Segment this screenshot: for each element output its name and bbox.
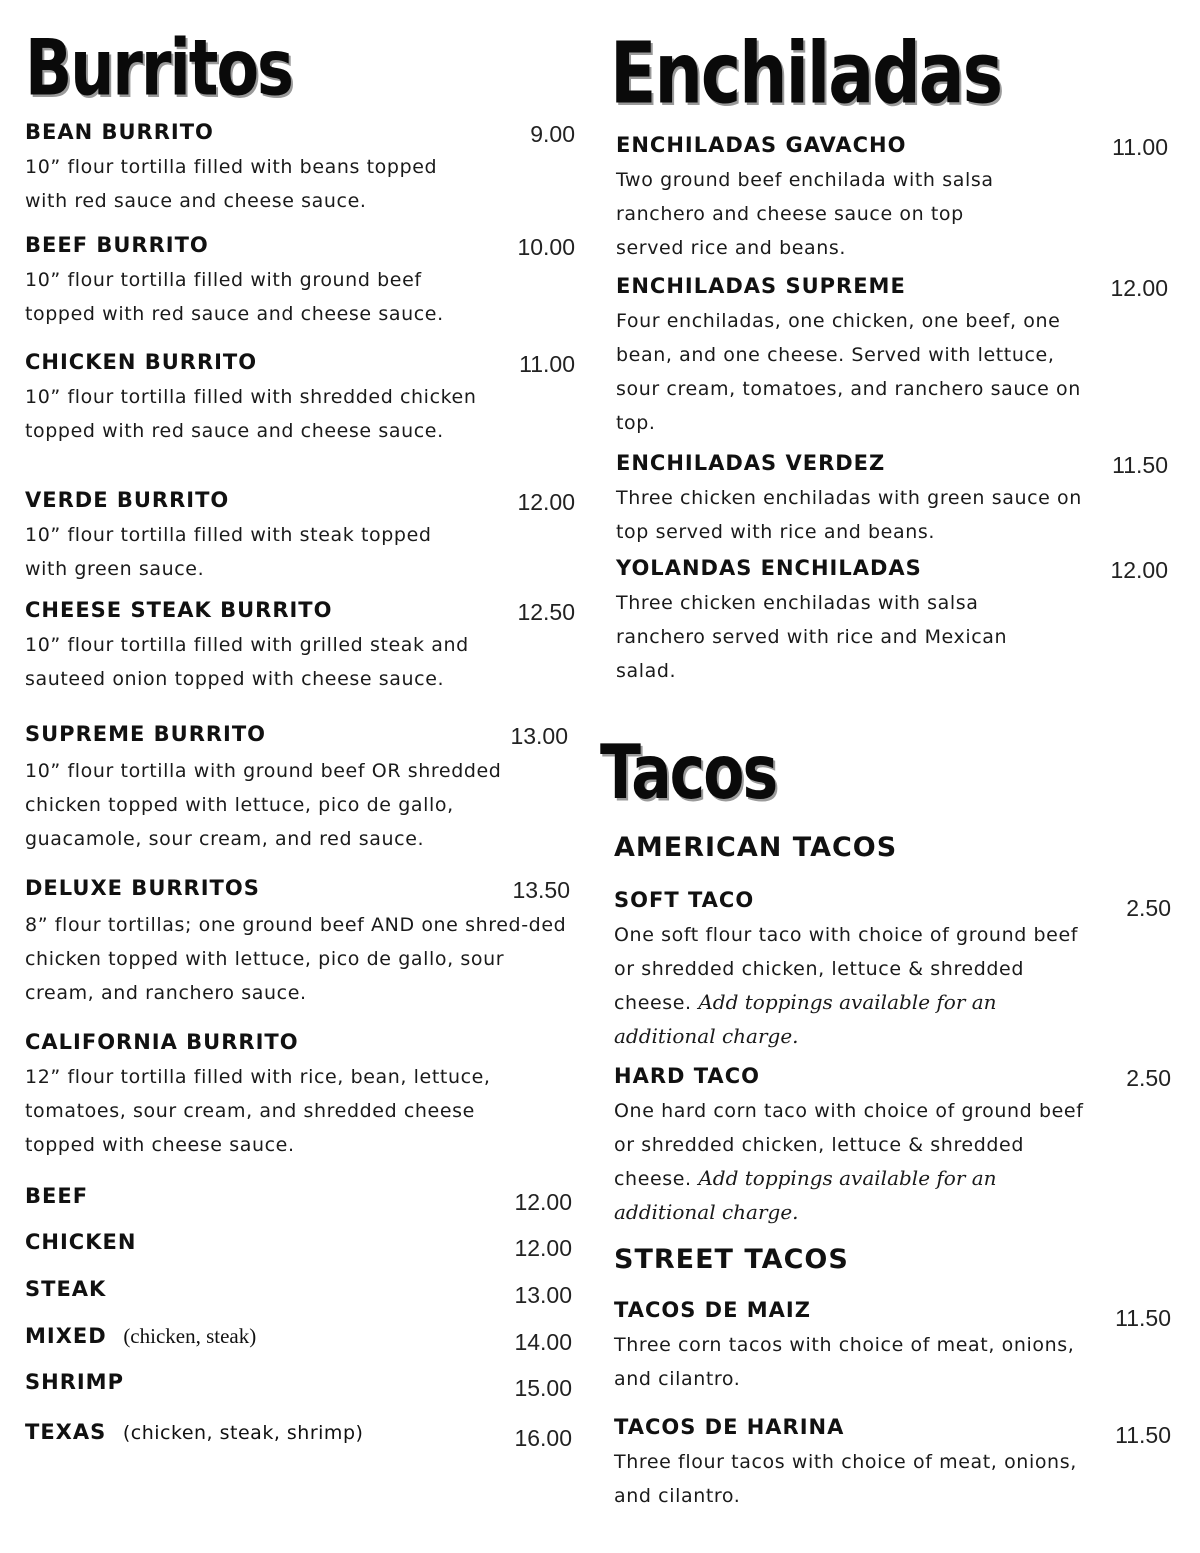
item-description: Three flour tacos with choice of meat, onions, and cilantro.	[614, 1451, 1077, 1507]
enchiladas-title: Enchiladas	[610, 25, 1002, 124]
item-description-text: One soft flour taco with choice of ground beef or shredded chicken, lettuce & shredded cheese.	[614, 924, 1079, 1014]
item-description: 8” flour tortillas; one ground beef AND one shred-ded chicken topped with lettuce, pico de gallo, sour cream, and ranchero sauce.	[25, 914, 567, 1004]
option-name: CHICKEN	[25, 1230, 137, 1254]
menu-item-supreme-burrito	[25, 720, 575, 856]
item-price: 13.50	[512, 877, 570, 903]
menu-item-chicken-burrito	[25, 348, 575, 448]
item-name: HARD TACO	[614, 1064, 760, 1088]
option-note: (chicken, steak)	[123, 1324, 257, 1348]
item-name: VERDE BURRITO	[25, 488, 230, 512]
item-description: 10” flour tortilla filled with steak topped with green sauce.	[25, 524, 432, 580]
item-description: 10” flour tortilla filled with beans topped with red sauce and cheese sauce.	[25, 156, 438, 212]
option-shrimp	[25, 1368, 575, 1401]
menu-item-california-burrito	[25, 1028, 575, 1162]
item-description: Three chicken enchiladas with green sauce on top served with rice and beans.	[616, 487, 1082, 543]
item-price: 11.50	[1115, 1305, 1171, 1331]
item-name: SUPREME BURRITO	[25, 722, 267, 746]
item-name: TACOS DE MAIZ	[614, 1298, 811, 1322]
menu-item-tacos-de-maiz	[614, 1296, 1174, 1396]
menu-item-deluxe-burritos	[25, 874, 575, 1010]
item-description: Three chicken enchiladas with salsa ranchero served with rice and Mexican salad.	[616, 592, 1008, 682]
item-price: 13.00	[510, 723, 568, 749]
menu-item-tacos-de-harina	[614, 1413, 1174, 1513]
item-name: CALIFORNIA BURRITO	[25, 1030, 299, 1054]
option-price: 12.00	[514, 1235, 572, 1261]
item-description: Two ground beef enchilada with salsa ranchero and cheese sauce on top served rice and beans.	[616, 169, 994, 259]
option-beef	[25, 1182, 575, 1215]
menu-item-beef-burrito	[25, 231, 575, 331]
menu-item-hard-taco	[614, 1062, 1174, 1230]
menu-item-bean-burrito	[25, 118, 575, 218]
item-name: YOLANDAS ENCHILADAS	[616, 556, 922, 580]
item-note: Add toppings available for an additional charge.	[614, 1166, 997, 1224]
street-tacos-heading: STREET TACOS	[614, 1244, 849, 1275]
menu-item-enchiladas-gavacho	[616, 131, 1171, 265]
item-description: Three corn tacos with choice of meat, onions, and cilantro.	[614, 1334, 1075, 1390]
option-name: MIXED	[25, 1324, 107, 1348]
item-price: 12.50	[517, 599, 575, 625]
option-price: 14.00	[514, 1329, 572, 1355]
item-price: 9.00	[530, 121, 575, 147]
tacos-title: Tacos	[600, 729, 777, 817]
option-price: 16.00	[514, 1425, 572, 1451]
item-name: ENCHILADAS SUPREME	[616, 274, 906, 298]
item-name: BEAN BURRITO	[25, 120, 214, 144]
item-price: 12.00	[1110, 275, 1168, 301]
item-price: 2.50	[1126, 895, 1171, 921]
option-name: SHRIMP	[25, 1370, 124, 1394]
option-price: 13.00	[514, 1282, 572, 1308]
menu-item-enchiladas-verdez	[616, 449, 1171, 549]
option-name-row	[25, 1418, 575, 1447]
item-description: 12” flour tortilla filled with rice, bean, lettuce, tomatoes, sour cream, and shredded cheese topped with cheese sauce.	[25, 1066, 491, 1156]
option-name-row	[25, 1322, 575, 1350]
option-texas	[25, 1418, 575, 1451]
item-price: 10.00	[517, 234, 575, 260]
american-tacos-heading: AMERICAN TACOS	[614, 832, 898, 863]
option-note: (chicken, steak, shrimp)	[122, 1422, 364, 1444]
option-name: STEAK	[25, 1277, 107, 1301]
item-description: 10” flour tortilla filled with shredded chicken topped with red sauce and cheese sauce.	[25, 386, 477, 442]
item-description-text: One hard corn taco with choice of ground beef or shredded chicken, lettuce & shredded cheese.	[614, 1100, 1084, 1190]
item-name: DELUXE BURRITOS	[25, 876, 260, 900]
item-description	[614, 1094, 1099, 1230]
item-name: TACOS DE HARINA	[614, 1415, 845, 1439]
item-name: CHICKEN BURRITO	[25, 350, 258, 374]
menu-item-soft-taco	[614, 886, 1174, 1054]
item-price: 12.00	[517, 489, 575, 515]
option-mixed	[25, 1322, 575, 1355]
item-price: 11.50	[1112, 452, 1168, 478]
item-name: BEEF BURRITO	[25, 233, 209, 257]
option-chicken	[25, 1228, 575, 1261]
item-price: 11.00	[1112, 134, 1168, 160]
item-description: 10” flour tortilla filled with ground beef topped with red sauce and cheese sauce.	[25, 269, 444, 325]
option-steak	[25, 1275, 575, 1308]
menu-item-enchiladas-supreme	[616, 272, 1171, 440]
item-description: 10” flour tortilla with ground beef OR shredded chicken topped with lettuce, pico de gallo, guacamole, sour cream, and red sauce.	[25, 760, 502, 850]
item-name: ENCHILADAS GAVACHO	[616, 133, 907, 157]
item-note: Add toppings available for an additional charge.	[614, 990, 997, 1048]
item-description: 10” flour tortilla filled with grilled steak and sauteed onion topped with cheese sauce.	[25, 634, 469, 690]
burritos-title: Burritos	[25, 22, 292, 114]
item-price: 11.50	[1115, 1422, 1171, 1448]
menu-item-verde-burrito	[25, 486, 575, 586]
item-price: 2.50	[1126, 1065, 1171, 1091]
item-price: 11.00	[519, 351, 575, 377]
option-price: 15.00	[514, 1375, 572, 1401]
menu-item-cheese-steak-burrito	[25, 596, 575, 696]
option-name: BEEF	[25, 1184, 89, 1208]
item-name: ENCHILADAS VERDEZ	[616, 451, 886, 475]
item-name: SOFT TACO	[614, 888, 755, 912]
item-description	[614, 918, 1099, 1054]
option-name: TEXAS	[25, 1420, 107, 1444]
item-description: Four enchiladas, one chicken, one beef, one bean, and one cheese. Served with lettuce, sour cream, tomatoes, and ranchero sauce on top.	[616, 310, 1081, 434]
option-price: 12.00	[514, 1189, 572, 1215]
item-name: CHEESE STEAK BURRITO	[25, 598, 333, 622]
menu-item-yolandas-enchiladas	[616, 554, 1171, 688]
item-price: 12.00	[1110, 557, 1168, 583]
